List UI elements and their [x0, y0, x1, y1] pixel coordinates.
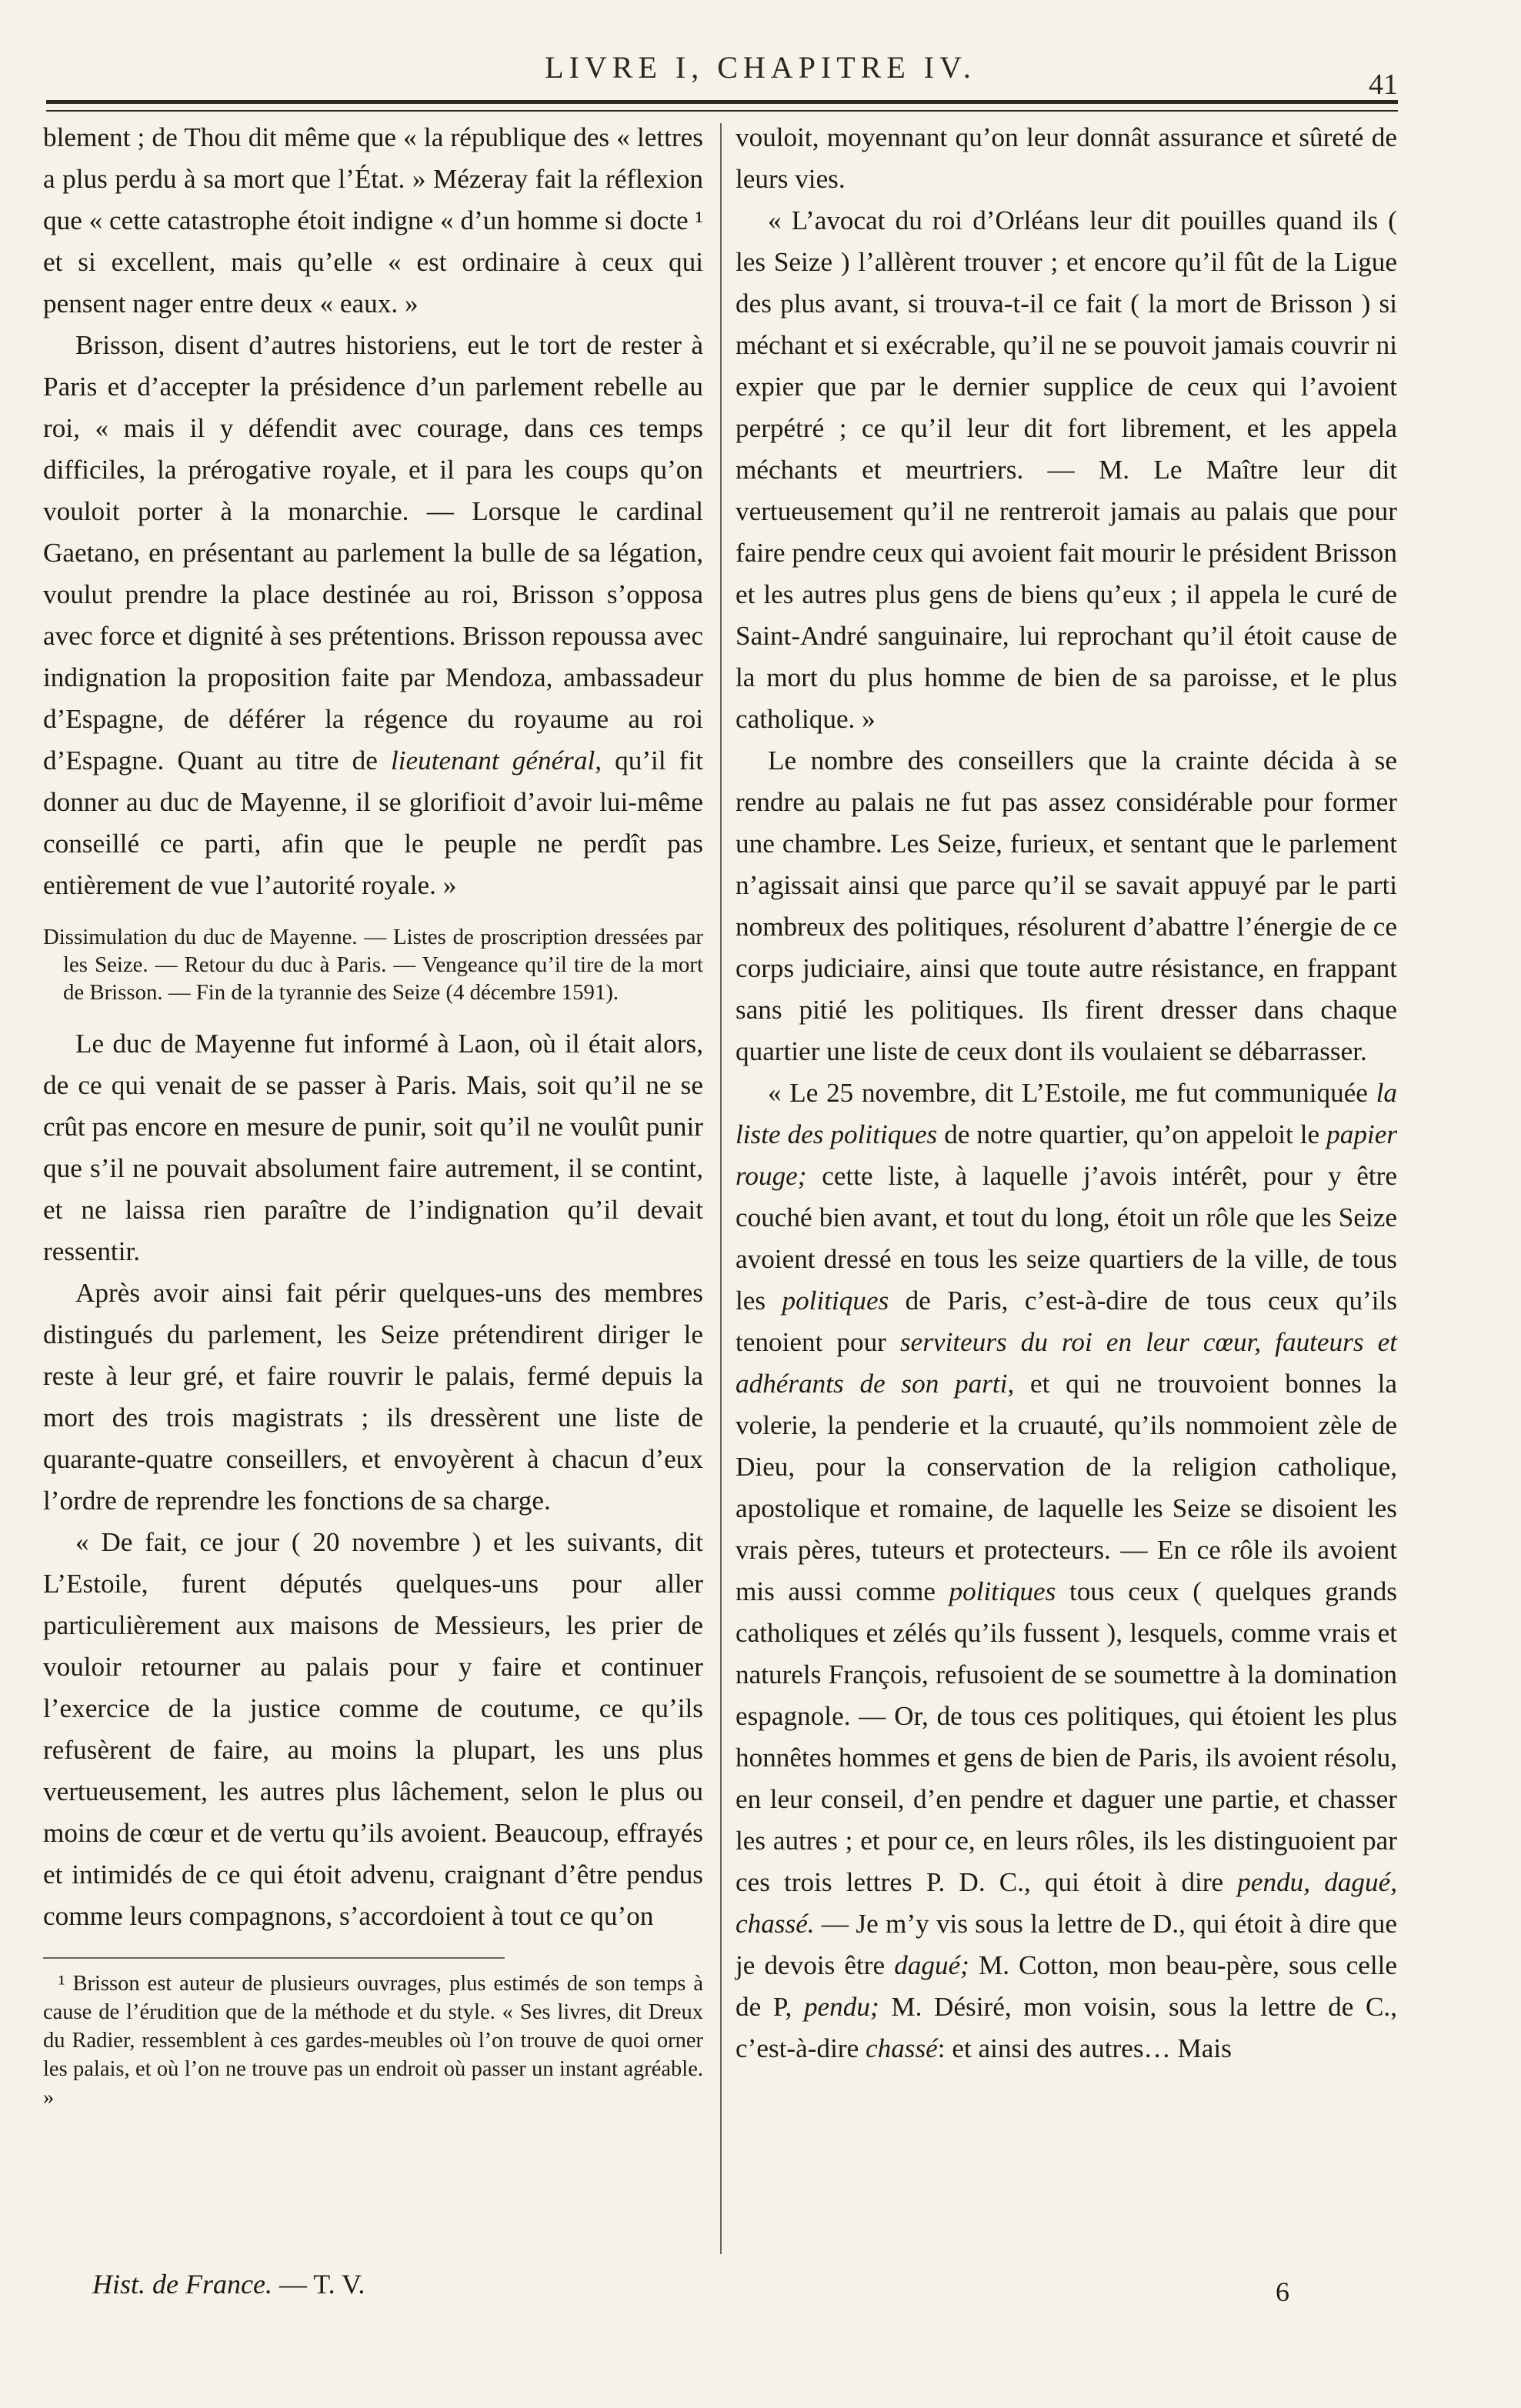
running-title: LIVRE I, CHAPITRE IV. — [545, 50, 976, 85]
column-separator — [720, 123, 722, 2254]
right-column — [735, 117, 1397, 2069]
paragraph: « De fait, ce jour ( 20 novembre ) et les suivants, dit L’Estoile, furent députés quelques-uns pour aller particulièrement aux maisons de Messieurs, les prier de vouloir retourner au palais pour y faire et continuer l’exercice de la justice comme de coutume, ce qu’ils refusèrent de faire, au moins la plupart, les uns plus vertueusement, les autres plus lâchement, selon le plus ou moins de cœur et de vertu qu’ils avoient. Beaucoup, effrayés et intimidés de ce qui étoit advenu, craignant d’être pendus comme leurs compagnons, s’accordoient à tout ce qu’on — [43, 1527, 703, 1931]
footnote-rule — [43, 1957, 505, 1959]
signature-mark: Hist. de France. — T. V. — [92, 2269, 365, 2300]
page-number: 41 — [1369, 68, 1398, 101]
page-header — [0, 45, 1521, 101]
section-summary: Dissimulation du duc de Mayenne. — Listes de proscription dressées par les Seize. — Retour du duc à Paris. — Vengeance qu’il tire de la mort de Brisson. — Fin de la tyrannie des Seize (4 décembre 1591). — [43, 925, 703, 1005]
paragraph: « Le 25 novembre, dit L’Estoile, me fut communiquée la liste des politiques de notre quartier, qu’on appeloit le papier rouge; cette liste, à laquelle j’avois intérêt, pour y être couché bien avant, et tout du long, étoit un rôle que les Seize avoient dressé en tous les seize quartiers de la ville, de tous les politiques de Paris, c’est-à-dire de tous ceux qu’ils tenoient pour serviteurs du roi en leur cœur, fauteurs et adhérants de son parti, et qui ne trouvoient bonnes la volerie, la penderie et la cruauté, qu’ils nommoient zèle de Dieu, pour la conservation de la religion catholique, apostolique et romaine, de laquelle les Seize se disoient les vrais pères, tuteurs et protecteurs. — En ce rôle ils avoient mis aussi comme politiques tous ceux ( quelques grands catholiques et zélés qu’ils fussent ), lesquels, comme vrais et naturels François, refusoient de se soumettre à la domination espagnole. — Or, de tous ces politiques, qui étoient les plus honnêtes hommes et gens de bien de Paris, ils avoient résolu, en leur conseil, d’en pendre et daguer une partie, et chasser les autres ; et pour ce, en leurs rôles, ils les distinguoient par ces trois lettres P. D. C., qui étoit à dire pendu, dagué, chassé. — Je m’y vis sous la lettre de D., qui étoit à dire que je devois être dagué; M. Cotton, mon beau-père, sous celle de P, pendu; M. Désiré, mon voisin, sous la lettre de C., c’est-à-dire chassé: et ainsi des autres… Mais — [735, 1078, 1398, 2063]
left-column — [43, 117, 703, 2112]
paragraph: vouloit, moyennant qu’on leur donnât assurance et sûreté de leurs vies. — [735, 122, 1397, 194]
paragraph: « L’avocat du roi d’Orléans leur dit pouilles quand ils ( les Seize ) l’allèrent trouver ; et encore qu’il fût de la Ligue des plus avant, si trouva-t-il ce fait ( la mort de Brisson ) si méchant et si exécrable, qu’il ne se pouvoit jamais couvrir ni expier que par le dernier supplice de ceux qui l’avoient perpétré ; ce qu’il leur dit fort librement, et les appela méchants et meurtriers. — M. Le Maître leur dit vertueusement qu’il ne rentreroit jamais au palais que pour faire pendre ceux qui avoient fait mourir le président Brisson et les autres plus gens de biens qu’eux ; il appela le curé de Saint-André sanguinaire, lui reprochant qu’il étoit cause de la mort du plus homme de bien de sa paroisse, et le plus catholique. » — [735, 205, 1397, 734]
footnote: ¹ Brisson est auteur de plusieurs ouvrages, plus estimés de son temps à cause de l’érudition que de la méthode et du style. « Ses livres, dit Dreux du Radier, ressemblent à ces gardes-meubles où l’on trouve de quoi orner les palais, et où l’on ne trouve pas un endroit où passer un instant agréable. » — [43, 1972, 703, 2110]
paragraph: blement ; de Thou dit même que « la république des « lettres a plus perdu à sa mort que l’État. » Mézeray fait la réflexion que « cette catastrophe étoit indigne « d’un homme si docte ¹ et si excellent, mais qu’elle « est ordinaire à ceux qui pensent nager entre deux « eaux. » — [43, 122, 703, 319]
header-rule — [46, 100, 1398, 112]
paragraph: Le nombre des conseillers que la crainte décida à se rendre au palais ne fut pas assez considérable pour former une chambre. Les Seize, furieux, et sentant que le parlement n’agissait ainsi que parce qu’il se savait appuyé par le parti nombreux des politiques, résolurent d’abattre l’énergie de ce corps judiciaire, ainsi que toute autre résistance, en frappant sans pitié les politiques. Ils firent dresser dans chaque quartier une liste de ceux dont ils voulaient se débarrasser. — [735, 745, 1397, 1066]
paragraph: Brisson, disent d’autres historiens, eut le tort de rester à Paris et d’accepter la présidence d’un parlement rebelle au roi, « mais il y défendit avec courage, dans ces temps difficiles, la prérogative royale, et il para les coups qu’on vouloit porter à la monarchie. — Lorsque le cardinal Gaetano, en présentant au parlement la bulle de sa légation, voulut prendre la place destinée au roi, Brisson s’opposa avec force et dignité à ses prétentions. Brisson repoussa avec indignation la proposition faite par Mendoza, ambassadeur d’Espagne, de déférer la régence du royaume au roi d’Espagne. Quant au titre de lieutenant général, qu’il fit donner au duc de Mayenne, il se glorifioit d’avoir lui-même conseillé ce parti, afin que le peuple ne perdît pas entièrement de vue l’autorité royale. » — [43, 330, 703, 900]
paragraph: Le duc de Mayenne fut informé à Laon, où il était alors, de ce qui venait de se passer à Paris. Mais, soit qu’il ne se crût pas encore en mesure de punir, soit qu’il ne voulût punir que s’il ne pouvait absolument faire autrement, il se contint, et ne laissa rien paraître de l’indignation qu’il devait ressentir. — [43, 1029, 703, 1266]
signature-number: 6 — [1276, 2276, 1289, 2307]
paragraph: Après avoir ainsi fait périr quelques-uns des membres distingués du parlement, les Seize prétendirent diriger le reste à leur gré, et faire rouvrir le palais, fermé depuis la mort des trois magistrats ; ils dressèrent une liste de quarante-quatre conseillers, et envoyèrent à chacun d’eux l’ordre de reprendre les fonctions de sa charge. — [43, 1278, 703, 1516]
